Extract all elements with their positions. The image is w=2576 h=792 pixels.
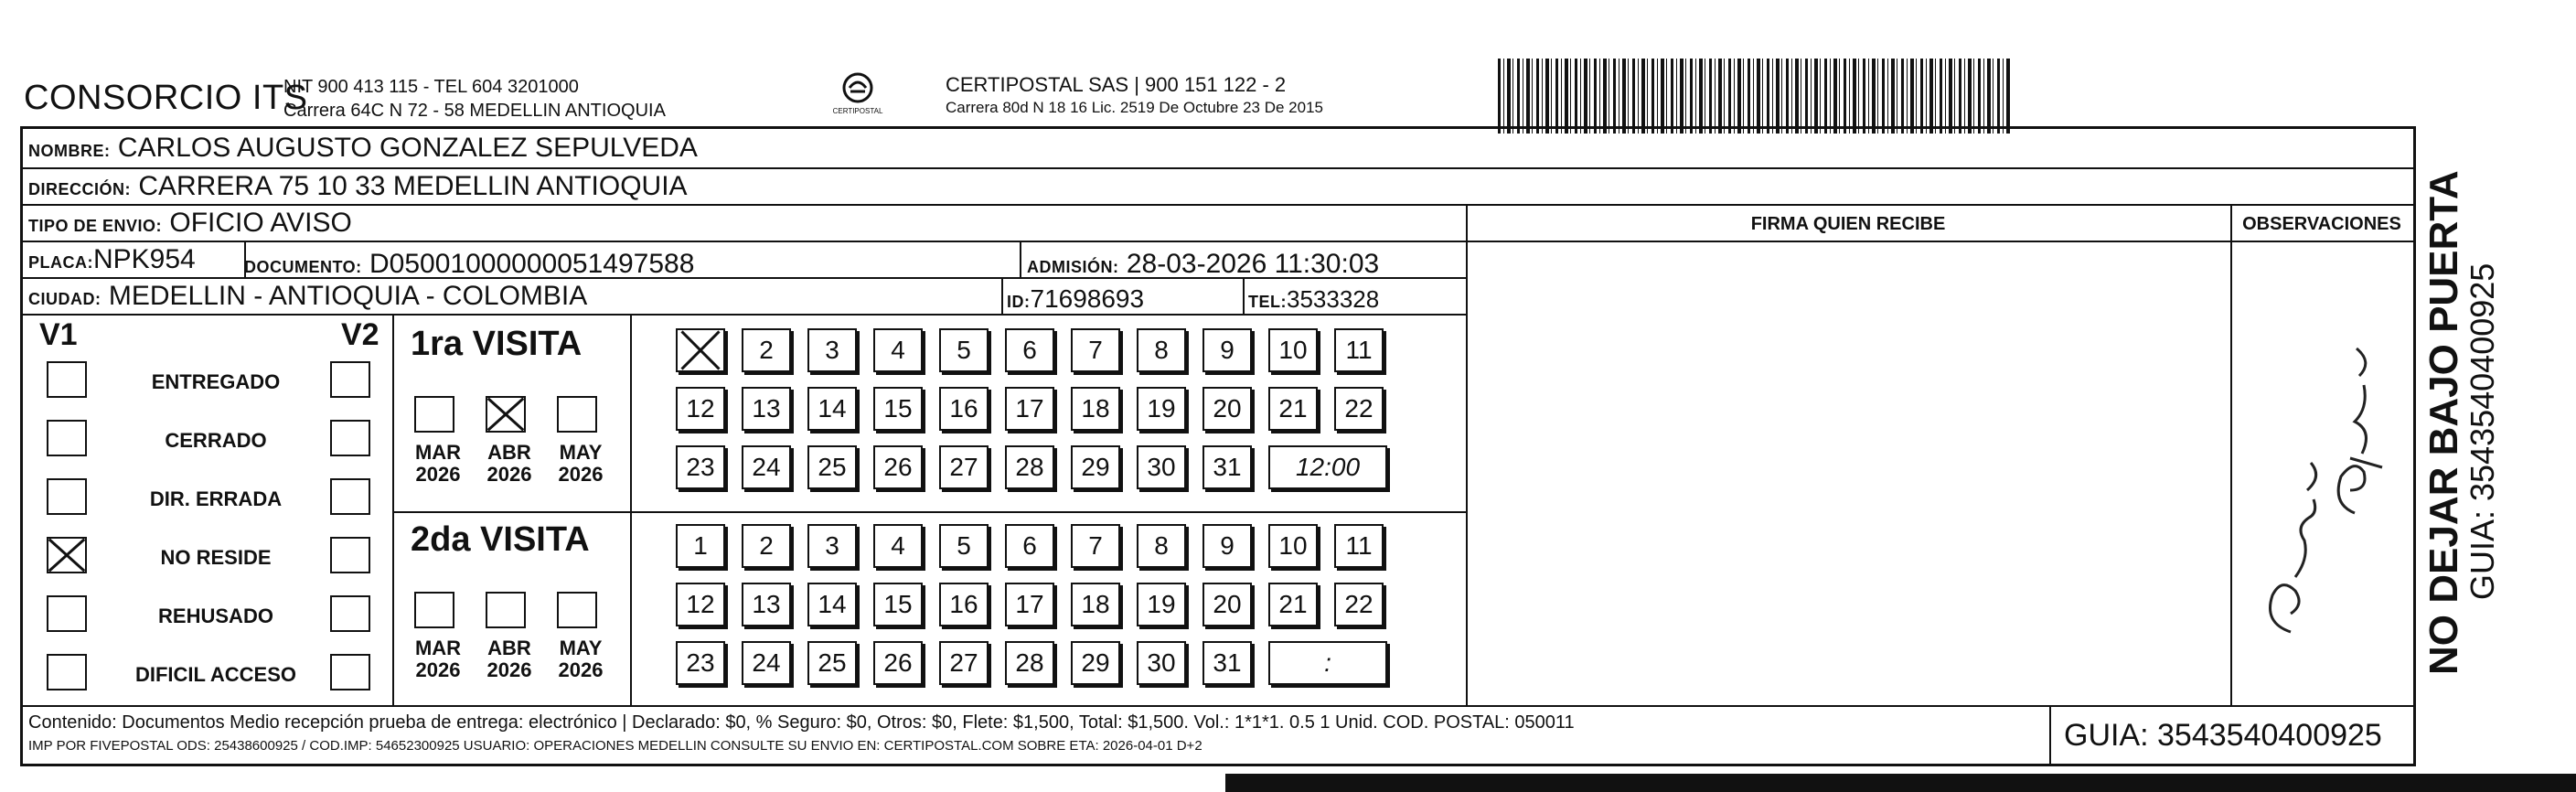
day-number: 15	[883, 590, 913, 618]
status-v2-checkbox[interactable]	[330, 595, 370, 632]
tel-value: 3533328	[1287, 285, 1380, 313]
visit1-day[interactable]	[1005, 445, 1054, 489]
direccion-label: DIRECCIÓN:	[28, 180, 131, 198]
day-number: 20	[1213, 394, 1242, 423]
day-number: 16	[949, 394, 978, 423]
visit2-title: 2da VISITA	[411, 520, 590, 559]
admision-value: 28-03-2026 11:30:03	[1126, 249, 1380, 279]
day-number: 4	[891, 531, 905, 560]
visit1-day[interactable]	[1137, 328, 1186, 372]
observaciones-left-border	[2230, 206, 2232, 705]
status-label: DIR. ERRADA	[149, 487, 283, 510]
tel-cell	[1248, 284, 1379, 316]
documento-value: D05001000000051497588	[369, 249, 695, 279]
visit1-day[interactable]	[676, 387, 725, 431]
visit2-day[interactable]	[873, 583, 923, 626]
day-number: 8	[1154, 531, 1169, 560]
status-v2-checkbox[interactable]	[330, 654, 370, 690]
bottom-bar	[1225, 774, 2576, 792]
day-number: 28	[1015, 648, 1044, 677]
day-number: 11	[1345, 336, 1373, 364]
visit2-day[interactable]	[873, 641, 923, 685]
day-number: 8	[1154, 336, 1169, 364]
day-number: 10	[1278, 531, 1308, 560]
day-number: 19	[1147, 394, 1176, 423]
month-year: 2026	[558, 658, 604, 681]
divider	[1243, 279, 1245, 316]
placa-value: NPK954	[93, 244, 196, 274]
visit2-day[interactable]	[1005, 641, 1054, 685]
id-value: 71698693	[1030, 284, 1145, 313]
visit1-month-label	[482, 442, 537, 486]
tipo-label: TIPO DE ENVIO:	[28, 217, 163, 235]
visit2-day[interactable]	[1268, 524, 1318, 568]
visit2-day[interactable]	[1202, 583, 1252, 626]
day-number: 13	[752, 394, 781, 423]
visit2-day[interactable]	[807, 641, 857, 685]
visit2-day[interactable]	[1202, 641, 1252, 685]
visit-separator	[392, 511, 1466, 513]
certipostal-logo	[830, 71, 885, 115]
status-v2-checkbox[interactable]	[330, 420, 370, 456]
visit1-day[interactable]	[742, 445, 791, 489]
divider	[630, 316, 632, 705]
row-nombre	[23, 129, 2413, 169]
day-number: 31	[1213, 648, 1242, 677]
day-number: 17	[1015, 590, 1044, 618]
certipostal-license: Carrera 80d N 18 16 Lic. 2519 De Octubre 23 De 2015	[946, 99, 1323, 116]
day-number: 15	[883, 394, 913, 423]
visit1-day[interactable]	[1005, 387, 1054, 431]
visit2-day[interactable]	[939, 524, 989, 568]
day-number: 24	[752, 453, 781, 481]
tipo-value: OFICIO AVISO	[169, 208, 352, 238]
day-number: 3	[825, 336, 839, 364]
visit1-day[interactable]	[742, 387, 791, 431]
certipostal-info	[946, 73, 1323, 117]
visit2-day[interactable]	[1005, 583, 1054, 626]
visit2-month-label	[482, 637, 537, 681]
divider	[2049, 705, 2051, 764]
visit2-day[interactable]	[676, 524, 725, 568]
day-number: 22	[1344, 394, 1374, 423]
day-number: 7	[1088, 336, 1103, 364]
visit1-day[interactable]	[873, 387, 923, 431]
day-number: 19	[1147, 590, 1176, 618]
visit1-day[interactable]	[1071, 445, 1120, 489]
visit2-day[interactable]	[1071, 641, 1120, 685]
logo-text: CERTIPOSTAL	[832, 107, 883, 115]
visit1-day[interactable]	[807, 328, 857, 372]
visit1-day[interactable]	[1202, 387, 1252, 431]
visit1-day[interactable]	[1137, 445, 1186, 489]
visit2-day[interactable]	[742, 583, 791, 626]
day-number: 9	[1220, 336, 1235, 364]
visit1-month-checkbox[interactable]	[557, 396, 597, 433]
side-guia: GUIA: 3543540400925	[2464, 262, 2501, 600]
day-number: 29	[1081, 453, 1110, 481]
visit1-day[interactable]	[1268, 387, 1318, 431]
day-number: 9	[1220, 531, 1235, 560]
visit1-day[interactable]	[742, 328, 791, 372]
status-label: NO RESIDE	[160, 546, 272, 569]
visit2-day[interactable]	[676, 641, 725, 685]
visit2-day[interactable]	[807, 583, 857, 626]
status-v1-checkbox[interactable]	[47, 654, 87, 690]
documento-label: DOCUMENTO:	[244, 258, 362, 276]
visit1-month-checkbox[interactable]	[486, 396, 526, 433]
status-label: DIFICIL ACCESO	[134, 663, 296, 686]
visit2-day[interactable]	[742, 524, 791, 568]
day-number: 5	[957, 531, 971, 560]
certipostal-logo-icon	[839, 71, 876, 104]
visit1-day[interactable]	[873, 445, 923, 489]
day-number: 27	[949, 648, 978, 677]
visit1-day[interactable]	[1005, 328, 1054, 372]
visit2-time[interactable]: :	[1268, 641, 1387, 685]
visit2-day[interactable]	[676, 583, 725, 626]
visit1-day[interactable]	[1202, 445, 1252, 489]
month-name: ABR	[487, 637, 531, 659]
status-v2-checkbox[interactable]	[330, 361, 370, 398]
day-number: 26	[883, 453, 913, 481]
divider	[1001, 279, 1003, 316]
firma-left-border	[1466, 206, 1468, 705]
day-number: 21	[1278, 590, 1308, 618]
status-v1-checkbox[interactable]	[47, 537, 87, 573]
visit1-day[interactable]	[1268, 328, 1318, 372]
day-number: 28	[1015, 453, 1044, 481]
v2-header: V2	[341, 317, 379, 352]
visit2-month-checkbox[interactable]	[557, 592, 597, 628]
day-number: 3	[825, 531, 839, 560]
visit2-month-label	[553, 637, 608, 681]
barcode	[1498, 59, 2010, 134]
visit1-day[interactable]	[1071, 387, 1120, 431]
day-number: 30	[1147, 453, 1176, 481]
day-number: 10	[1278, 336, 1308, 364]
visit1-day[interactable]	[1071, 328, 1120, 372]
footer-separator	[23, 705, 2413, 707]
day-number: 14	[818, 394, 847, 423]
day-number: 14	[818, 590, 847, 618]
visit2-day[interactable]	[1071, 583, 1120, 626]
divider	[1020, 242, 1021, 279]
visit2-month-checkbox[interactable]	[414, 592, 454, 628]
visit1-day[interactable]	[807, 445, 857, 489]
day-number: 13	[752, 590, 781, 618]
status-label: REHUSADO	[158, 605, 273, 627]
day-number: 27	[949, 453, 978, 481]
side-warning: NO DEJAR BAJO PUERTA	[2421, 170, 2466, 675]
visit1-day[interactable]	[676, 328, 725, 372]
visit1-day[interactable]	[939, 445, 989, 489]
visit1-day[interactable]	[873, 328, 923, 372]
day-number: 12	[686, 394, 715, 423]
visit1-day[interactable]	[939, 328, 989, 372]
id-cell	[1007, 284, 1144, 316]
status-v2-checkbox[interactable]	[330, 537, 370, 573]
divider	[244, 242, 246, 279]
row-direccion	[23, 169, 2413, 206]
visit1-month-label	[411, 442, 465, 486]
day-number: 5	[957, 336, 971, 364]
day-number: 26	[883, 648, 913, 677]
day-number: 30	[1147, 648, 1176, 677]
month-year: 2026	[486, 463, 532, 486]
day-number: 21	[1278, 394, 1308, 423]
admision-cell	[1027, 250, 1379, 282]
month-year: 2026	[486, 658, 532, 681]
tel-label: TEL:	[1248, 293, 1287, 311]
day-number: 20	[1213, 590, 1242, 618]
visit1-month-label	[553, 442, 608, 486]
day-number: 4	[891, 336, 905, 364]
visit2-day[interactable]	[1334, 524, 1384, 568]
day-number: 6	[1022, 336, 1037, 364]
visit1-day[interactable]	[1334, 328, 1384, 372]
placa-label: PLACA:	[28, 253, 93, 272]
row-tipo	[23, 206, 1466, 242]
visit2-day[interactable]	[807, 524, 857, 568]
day-number: 25	[818, 648, 847, 677]
v1-header: V1	[39, 317, 78, 352]
day-number: 18	[1081, 394, 1110, 423]
status-v1-checkbox[interactable]	[47, 420, 87, 456]
visit2-day[interactable]	[742, 641, 791, 685]
day-number: 11	[1345, 531, 1373, 560]
direccion-value: CARRERA 75 10 33 MEDELLIN ANTIOQUIA	[138, 171, 688, 201]
month-year: 2026	[415, 463, 461, 486]
nombre-label: NOMBRE:	[28, 142, 111, 160]
visit1-day[interactable]	[939, 387, 989, 431]
status-v1-checkbox[interactable]	[47, 478, 87, 515]
status-label: CERRADO	[165, 429, 267, 452]
month-name: MAY	[559, 441, 603, 464]
visit2-day[interactable]	[1202, 524, 1252, 568]
visit2-month-checkbox[interactable]	[486, 592, 526, 628]
company-info	[283, 75, 666, 123]
nombre-value: CARLOS AUGUSTO GONZALEZ SEPULVEDA	[117, 133, 698, 163]
status-label: ENTREGADO	[151, 370, 281, 393]
day-number: 18	[1081, 590, 1110, 618]
month-name: MAR	[414, 441, 462, 464]
day-number: 31	[1213, 453, 1242, 481]
id-label: ID:	[1007, 293, 1031, 311]
day-number: 1	[693, 531, 708, 560]
status-v2-checkbox[interactable]	[330, 478, 370, 515]
day-number: 6	[1022, 531, 1037, 560]
ciudad-label: CIUDAD:	[28, 290, 102, 308]
month-name: MAY	[559, 637, 603, 659]
visit1-day[interactable]	[1202, 328, 1252, 372]
ciudad-value: MEDELLIN - ANTIOQUIA - COLOMBIA	[108, 281, 588, 311]
visit2-day[interactable]	[1137, 524, 1186, 568]
visit2-day[interactable]	[1334, 583, 1384, 626]
status-v1-checkbox[interactable]	[47, 361, 87, 398]
month-year: 2026	[558, 463, 604, 486]
company-name: CONSORCIO ITS	[24, 79, 308, 117]
month-name: ABR	[487, 441, 531, 464]
footer-imp: IMP POR FIVEPOSTAL ODS: 25438600925 / COD.IMP: 54652300925 USUARIO: OPERACIONES MEDELLIN CONSULTE SU ENVIO EN: CERTIPOSTAL.COM SOBRE ETA: 2026-04-01 D+2	[28, 738, 1202, 754]
certipostal-nit: CERTIPOSTAL SAS | 900 151 122 - 2	[946, 73, 1287, 96]
day-number: 16	[949, 590, 978, 618]
firma-header: FIRMA QUIEN RECIBE	[1466, 206, 2230, 242]
visit2-day[interactable]	[939, 641, 989, 685]
admision-label: ADMISIÓN:	[1027, 258, 1119, 276]
observaciones-header: OBSERVACIONES	[2230, 206, 2413, 242]
day-number: 24	[752, 648, 781, 677]
day-number: 17	[1015, 394, 1044, 423]
visit1-month-checkbox[interactable]	[414, 396, 454, 433]
month-name: MAR	[414, 637, 462, 659]
delivery-form	[20, 126, 2416, 766]
visit2-day[interactable]	[1071, 524, 1120, 568]
day-number: 2	[759, 336, 774, 364]
visit1-day[interactable]	[807, 387, 857, 431]
day-number: 12	[686, 590, 715, 618]
visit2-day[interactable]	[873, 524, 923, 568]
status-v1-checkbox[interactable]	[47, 595, 87, 632]
footer-content: Contenido: Documentos Medio recepción prueba de entrega: electrónico | Declarado: $0, % Seguro: $0, Otros: $0, Flete: $1,500, Total: $1,500. Vol.: 1*1*1. 0.5 1 Unid. COD. POSTAL: 050011	[28, 712, 1575, 733]
nit-line: NIT 900 413 115 - TEL 604 3201000	[283, 77, 579, 97]
visit2-month-label	[411, 637, 465, 681]
visit1-day[interactable]	[676, 445, 725, 489]
visit1-time[interactable]: 12:00	[1268, 445, 1387, 489]
visit2-day[interactable]	[1005, 524, 1054, 568]
day-number: 7	[1088, 531, 1103, 560]
visit1-title: 1ra VISITA	[411, 325, 583, 363]
visit2-day[interactable]	[939, 583, 989, 626]
month-year: 2026	[415, 658, 461, 681]
visit1-day[interactable]	[1334, 387, 1384, 431]
day-number: 23	[686, 648, 715, 677]
company-address: Carrera 64C N 72 - 58 MEDELLIN ANTIOQUIA	[283, 101, 666, 121]
visit2-day[interactable]	[1137, 583, 1186, 626]
visit2-day[interactable]	[1137, 641, 1186, 685]
visit1-day[interactable]	[1137, 387, 1186, 431]
handwritten-signature	[2254, 330, 2400, 678]
footer-guia: GUIA: 3543540400925	[2064, 718, 2382, 753]
documento-cell	[244, 250, 694, 282]
divider	[392, 316, 394, 705]
visit2-day[interactable]	[1268, 583, 1318, 626]
day-number: 2	[759, 531, 774, 560]
day-number: 29	[1081, 648, 1110, 677]
day-number: 23	[686, 453, 715, 481]
day-number: 22	[1344, 590, 1374, 618]
day-number: 25	[818, 453, 847, 481]
